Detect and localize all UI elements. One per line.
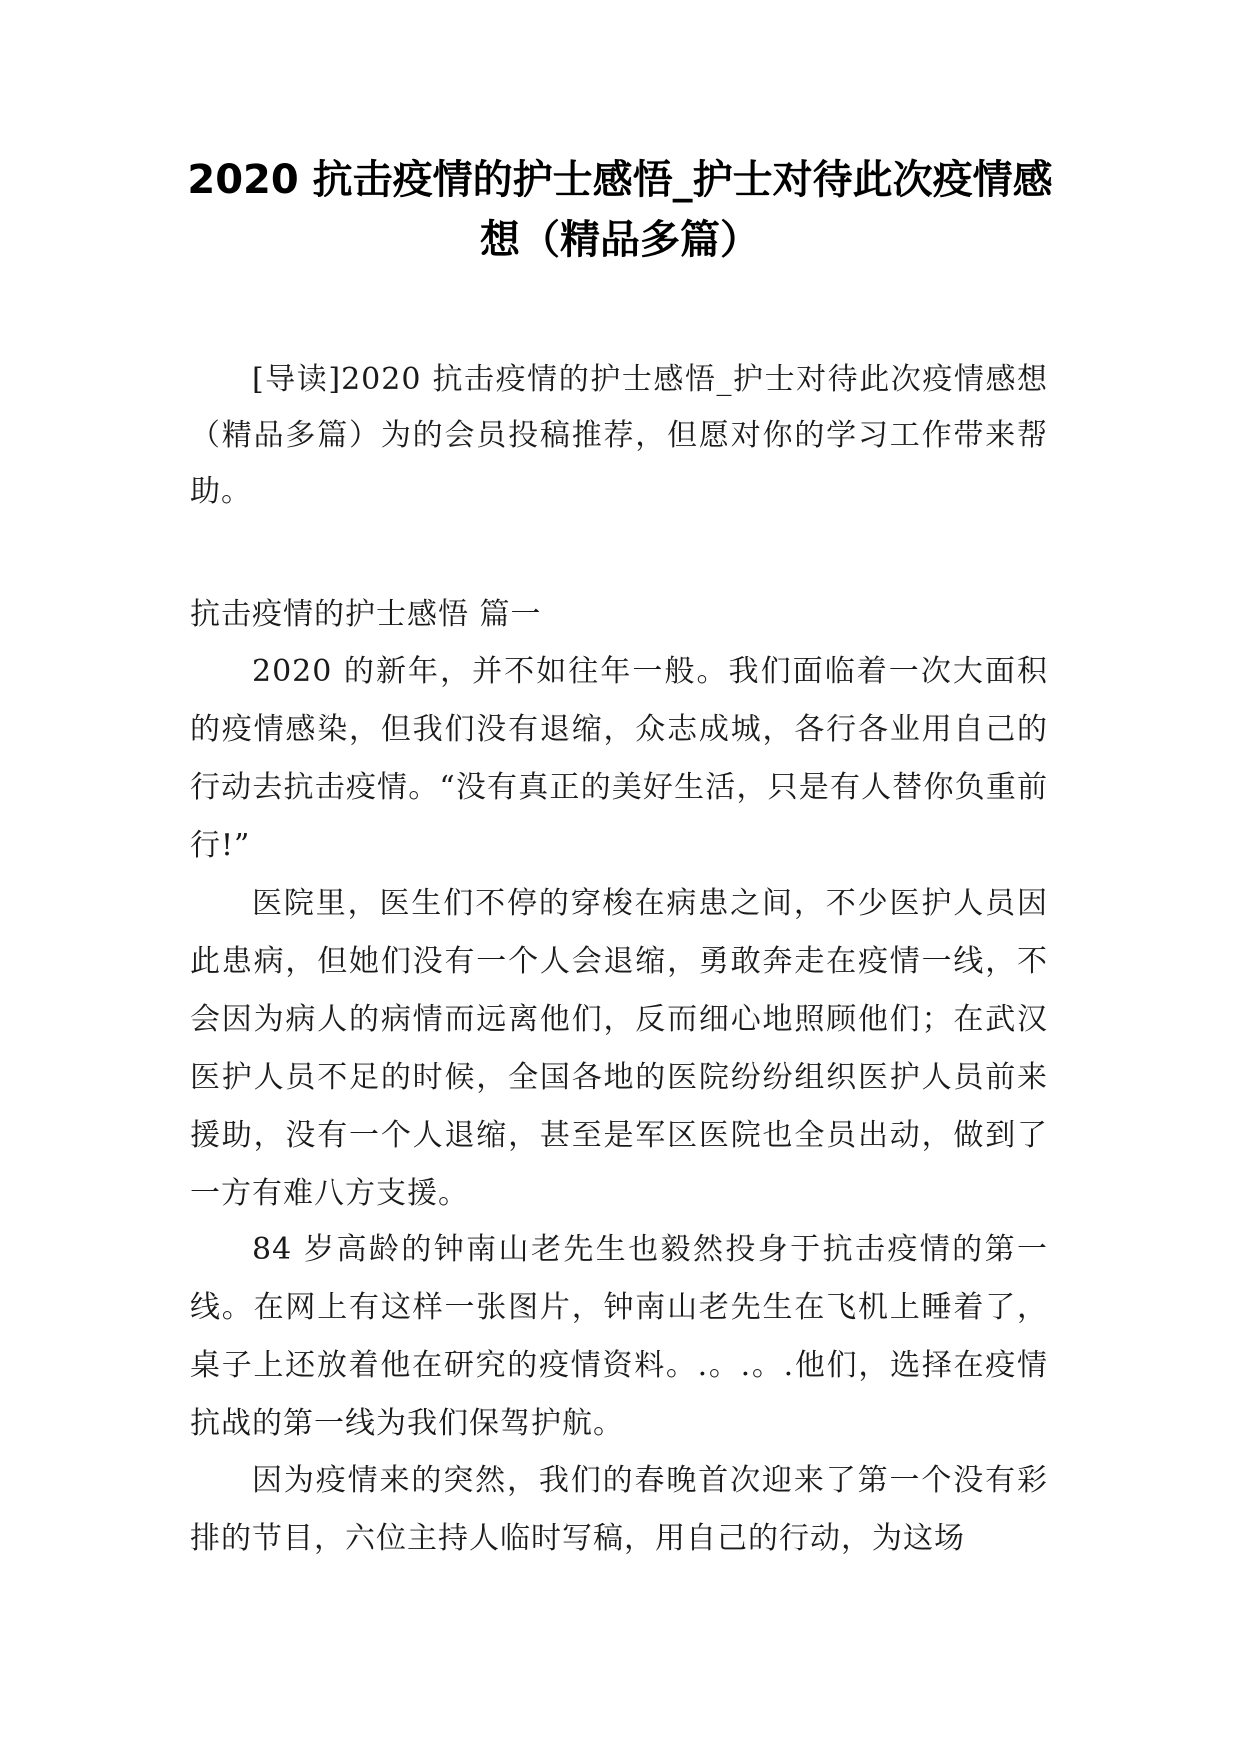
- body-paragraph: 2020 的新年，并不如往年一般。我们面临着一次大面积的疫情感染，但我们没有退缩，众志成城，各行各业用自己的行动去抗击疫情。“没有真正的美好生活，只是有人替你负重前行!”: [190, 654, 1048, 863]
- section-heading: 抗击疫情的护士感悟 篇一: [190, 597, 542, 632]
- intro-paragraph: [导读]2020 抗击疫情的护士感悟_护士对待此次疫情感想（精品多篇）为的会员投稿推荐，但愿对你的学习工作带来帮助。: [190, 362, 1048, 509]
- document-title: 2020 抗击疫情的护士感悟_护士对待此次疫情感想（精品多篇）: [187, 157, 1053, 263]
- body-paragraph: 因为疫情来的突然，我们的春晚首次迎来了第一个没有彩排的节目，六位主持人临时写稿，用自己的行动，为这场: [190, 1463, 1048, 1556]
- body-paragraph: 84 岁高龄的钟南山老先生也毅然投身于抗击疫情的第一线。在网上有这样一张图片，钟南山老先生在飞机上睡着了，桌子上还放着他在研究的疫情资料。.。.。.他们，选择在疫情抗战的第一线为我们保驾护航。: [190, 1232, 1048, 1441]
- body-paragraph: 医院里，医生们不停的穿梭在病患之间，不少医护人员因此患病，但她们没有一个人会退缩，勇敢奔走在疫情一线，不会因为病人的病情而远离他们，反而细心地照顾他们；在武汉医护人员不足的时候，全国各地的医院纷纷组织医护人员前来援助，没有一个人退缩，甚至是军区医院也全员出动，做到了一方有难八方支援。: [190, 886, 1048, 1211]
